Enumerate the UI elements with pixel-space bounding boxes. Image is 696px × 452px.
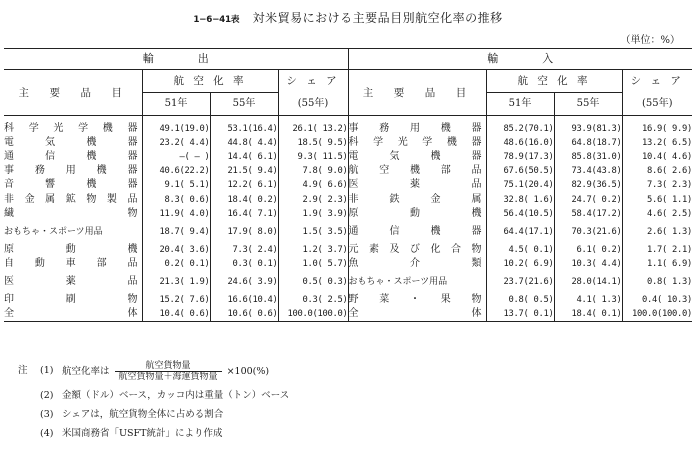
import-item-name: 医薬品 bbox=[348, 178, 486, 192]
export-ratio-55: 10.6( 0.6) bbox=[210, 307, 278, 322]
formula-numerator: 航空貨物量 bbox=[115, 361, 222, 372]
export-ratio-51: —( — ) bbox=[142, 150, 210, 164]
table-row bbox=[4, 243, 692, 257]
note-number: (3) bbox=[40, 409, 54, 420]
import-ratio-51: 32.8( 1.6) bbox=[486, 192, 554, 206]
export-ratio-55: 0.3( 0.1) bbox=[210, 257, 278, 271]
note-1 bbox=[18, 356, 688, 386]
table-title bbox=[0, 9, 696, 26]
table-row bbox=[4, 257, 692, 271]
export-ratio-55: 18.4( 0.2) bbox=[210, 192, 278, 206]
import-ratio-51: 75.1(20.4) bbox=[486, 178, 554, 192]
export-item-name: 印刷物 bbox=[4, 293, 138, 305]
note-number: (2) bbox=[40, 390, 54, 401]
export-ratio-51: 8.3( 0.6) bbox=[142, 192, 210, 206]
export-share-55: 0.5( 0.3) bbox=[278, 271, 348, 293]
export-item-name: 事務用機器 bbox=[4, 165, 138, 177]
table-row bbox=[4, 192, 692, 206]
export-item-name: 音響機器 bbox=[4, 179, 138, 191]
note-label: 注 bbox=[18, 365, 28, 376]
note-4 bbox=[18, 424, 688, 443]
import-share-55: 10.4( 4.6) bbox=[622, 150, 692, 164]
import-item-name: 野菜・果物 bbox=[348, 293, 486, 307]
table-row bbox=[4, 307, 692, 322]
import-ratio-55: 28.0(14.1) bbox=[554, 271, 622, 293]
export-ratio-55: 14.4( 6.1) bbox=[210, 150, 278, 164]
import-air-ratio-header: 航 空 化 率 bbox=[486, 70, 622, 93]
export-air-ratio-header: 航 空 化 率 bbox=[142, 70, 278, 93]
import-ratio-55: 6.1( 0.2) bbox=[554, 243, 622, 257]
import-ratio-55: 85.8(31.0) bbox=[554, 150, 622, 164]
export-share-55: 1.9( 3.9) bbox=[278, 207, 348, 221]
table-row bbox=[4, 293, 692, 307]
note-text: 米国商務省「USFT統計」により作成 bbox=[62, 428, 223, 439]
table-title-text: 対米貿易における主要品目別航空化率の推移 bbox=[252, 11, 503, 25]
export-year1-header: 51年 bbox=[142, 93, 210, 116]
import-item-header: 主 要 品 目 bbox=[348, 70, 486, 116]
export-share-55: 0.3( 2.5) bbox=[278, 293, 348, 307]
export-ratio-55: 16.4( 7.1) bbox=[210, 207, 278, 221]
export-ratio-55: 24.6( 3.9) bbox=[210, 271, 278, 293]
export-item-name: 原動機 bbox=[4, 243, 138, 255]
note-3 bbox=[18, 405, 688, 424]
export-item-name: おもちゃ・スポーツ用品 bbox=[4, 226, 103, 237]
export-ratio-51: 21.3( 1.9) bbox=[142, 271, 210, 293]
import-ratio-55: 10.3( 4.4) bbox=[554, 257, 622, 271]
export-share-55: 4.9( 6.6) bbox=[278, 178, 348, 192]
table-row bbox=[4, 178, 692, 192]
import-ratio-55: 64.8(18.7) bbox=[554, 136, 622, 150]
import-item-name: 元素及び化合物 bbox=[348, 243, 486, 257]
formula-suffix: ×100(%) bbox=[226, 366, 270, 377]
note-number: (4) bbox=[40, 428, 54, 439]
export-share-55: 1.5( 3.5) bbox=[278, 221, 348, 243]
export-share-55: 2.9( 2.3) bbox=[278, 192, 348, 206]
export-share-55: 100.0(100.0) bbox=[278, 307, 348, 322]
export-ratio-51: 0.2( 0.1) bbox=[142, 257, 210, 271]
table-row bbox=[4, 136, 692, 150]
import-ratio-55: 18.4( 0.1) bbox=[554, 307, 622, 322]
export-item-name: 全体 bbox=[4, 307, 142, 322]
import-share-55: 2.6( 1.3) bbox=[622, 221, 692, 243]
export-ratio-51: 49.1(19.0) bbox=[142, 122, 210, 136]
import-section-header: 輸 入 bbox=[348, 49, 692, 70]
import-share-55: 8.6( 2.6) bbox=[622, 164, 692, 178]
formula-denominator: 航空貨物量＋海運貨物量 bbox=[118, 372, 218, 382]
import-item-name: 科学光学機器 bbox=[348, 136, 486, 150]
import-share-55: 0.4( 10.3) bbox=[622, 293, 692, 307]
import-ratio-55: 93.9(81.3) bbox=[554, 122, 622, 136]
import-item-name: 非鉄金属 bbox=[348, 192, 486, 206]
import-item-name: おもちゃ・スポーツ用品 bbox=[348, 271, 486, 293]
export-ratio-55: 17.9( 8.0) bbox=[210, 221, 278, 243]
export-share-55: 9.3( 11.5) bbox=[278, 150, 348, 164]
import-ratio-51: 10.2( 6.9) bbox=[486, 257, 554, 271]
export-share-55: 7.8( 9.0) bbox=[278, 164, 348, 178]
import-ratio-55: 82.9(36.5) bbox=[554, 178, 622, 192]
export-share-year-header: (55年) bbox=[278, 93, 348, 116]
export-ratio-51: 23.2( 4.4) bbox=[142, 136, 210, 150]
formula-prefix: 航空化率は bbox=[62, 366, 110, 377]
unit-label: （単位：%） bbox=[620, 35, 680, 46]
export-share-55: 1.2( 3.7) bbox=[278, 243, 348, 257]
export-item-name: 電気機器 bbox=[4, 137, 138, 149]
export-ratio-55: 53.1(16.4) bbox=[210, 122, 278, 136]
import-share-55: 1.1( 6.9) bbox=[622, 257, 692, 271]
import-ratio-51: 4.5( 0.1) bbox=[486, 243, 554, 257]
import-ratio-51: 64.4(17.1) bbox=[486, 221, 554, 243]
import-item-name: 全体 bbox=[348, 307, 486, 322]
export-item-header: 主 要 品 目 bbox=[4, 70, 142, 116]
export-item-name: 自動車部品 bbox=[4, 257, 138, 269]
import-share-55: 4.6( 2.5) bbox=[622, 207, 692, 221]
import-ratio-51: 0.8( 0.5) bbox=[486, 293, 554, 307]
import-ratio-51: 78.9(17.3) bbox=[486, 150, 554, 164]
import-ratio-55: 4.1( 1.3) bbox=[554, 293, 622, 307]
table-row bbox=[4, 164, 692, 178]
export-ratio-55: 44.8( 4.4) bbox=[210, 136, 278, 150]
note-text: 金額（ドル）ベース，カッコ内は重量（トン）ベース bbox=[62, 390, 290, 401]
import-year2-header: 55年 bbox=[554, 93, 622, 116]
import-ratio-51: 13.7( 0.1) bbox=[486, 307, 554, 322]
note-2 bbox=[18, 386, 688, 405]
import-share-55: 16.9( 9.9) bbox=[622, 122, 692, 136]
export-ratio-51: 15.2( 7.6) bbox=[142, 293, 210, 307]
export-ratio-51: 18.7( 9.4) bbox=[142, 221, 210, 243]
export-ratio-55: 7.3( 2.4) bbox=[210, 243, 278, 257]
export-item-name: 通信機器 bbox=[4, 151, 138, 163]
import-item-name: 原動機 bbox=[348, 207, 486, 221]
import-share-55: 1.7( 2.1) bbox=[622, 243, 692, 257]
import-share-header: シ ェ ア bbox=[622, 70, 692, 93]
export-ratio-51: 20.4( 3.6) bbox=[142, 243, 210, 257]
note-text: シェアは，航空貨物全体に占める割合 bbox=[62, 409, 224, 420]
import-ratio-55: 70.3(21.6) bbox=[554, 221, 622, 243]
export-ratio-55: 21.5( 9.4) bbox=[210, 164, 278, 178]
export-item-name: 科学光学機器 bbox=[4, 123, 138, 135]
import-share-55: 5.6( 1.1) bbox=[622, 192, 692, 206]
note-formula bbox=[62, 361, 269, 382]
table-row bbox=[4, 221, 692, 243]
import-share-55: 7.3( 2.3) bbox=[622, 178, 692, 192]
export-share-55: 18.5( 9.5) bbox=[278, 136, 348, 150]
formula-fraction bbox=[115, 361, 222, 382]
import-share-55: 13.2( 6.5) bbox=[622, 136, 692, 150]
export-section-header: 輸 出 bbox=[4, 49, 348, 70]
import-ratio-51: 85.2(70.1) bbox=[486, 122, 554, 136]
import-item-name: 事務用機器 bbox=[348, 122, 486, 136]
export-item-name: 非金属鉱物製品 bbox=[4, 193, 138, 205]
import-year1-header: 51年 bbox=[486, 93, 554, 116]
import-share-year-header: (55年) bbox=[622, 93, 692, 116]
note-number: (1) bbox=[40, 365, 54, 376]
export-ratio-51: 9.1( 5.1) bbox=[142, 178, 210, 192]
notes bbox=[18, 356, 688, 443]
export-ratio-51: 40.6(22.2) bbox=[142, 164, 210, 178]
table-number: 1−6−41表 bbox=[193, 15, 240, 25]
import-ratio-55: 73.4(43.8) bbox=[554, 164, 622, 178]
import-item-name: 航空機部品 bbox=[348, 164, 486, 178]
export-item-name: 医薬品 bbox=[4, 275, 138, 287]
export-share-55: 1.0( 5.7) bbox=[278, 257, 348, 271]
export-year2-header: 55年 bbox=[210, 93, 278, 116]
import-item-name: 通信機器 bbox=[348, 221, 486, 243]
export-share-header: シ ェ ア bbox=[278, 70, 348, 93]
import-item-name: 電気機器 bbox=[348, 150, 486, 164]
import-share-55: 100.0(100.0) bbox=[622, 307, 692, 322]
export-share-55: 26.1( 13.2) bbox=[278, 122, 348, 136]
export-item-name: 繊物 bbox=[4, 207, 138, 219]
import-share-55: 0.8( 1.3) bbox=[622, 271, 692, 293]
statistics-table bbox=[4, 48, 692, 322]
export-ratio-55: 12.2( 6.1) bbox=[210, 178, 278, 192]
import-item-name: 魚介類 bbox=[348, 257, 486, 271]
table-row bbox=[4, 271, 692, 293]
import-ratio-51: 48.6(16.0) bbox=[486, 136, 554, 150]
table-row bbox=[4, 207, 692, 221]
import-ratio-51: 56.4(10.5) bbox=[486, 207, 554, 221]
table-row bbox=[4, 150, 692, 164]
import-ratio-51: 23.7(21.6) bbox=[486, 271, 554, 293]
import-ratio-51: 67.6(50.5) bbox=[486, 164, 554, 178]
import-ratio-55: 58.4(17.2) bbox=[554, 207, 622, 221]
export-ratio-51: 11.9( 4.0) bbox=[142, 207, 210, 221]
table-row bbox=[4, 122, 692, 136]
export-ratio-55: 16.6(10.4) bbox=[210, 293, 278, 307]
import-ratio-55: 24.7( 0.2) bbox=[554, 192, 622, 206]
export-ratio-51: 10.4( 0.6) bbox=[142, 307, 210, 322]
